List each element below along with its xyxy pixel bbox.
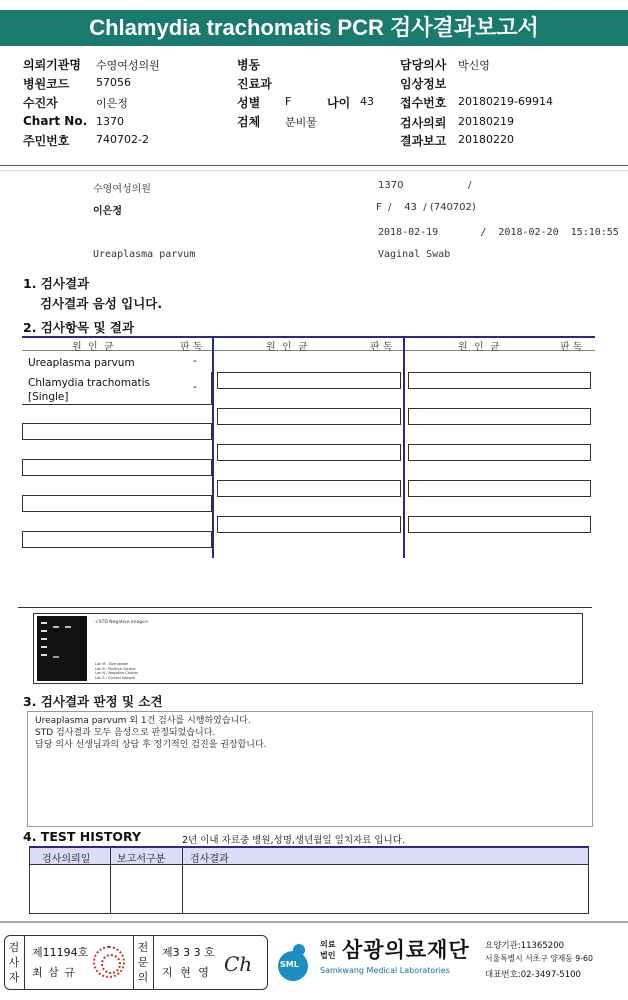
history-bottom-rule bbox=[29, 913, 589, 914]
empty-row-box bbox=[217, 480, 401, 497]
empty-row-box bbox=[408, 408, 591, 425]
value-accession-no: 20180219-69914 bbox=[458, 95, 553, 108]
empty-row-box bbox=[217, 516, 401, 533]
summary-clinic: 수영여성의원 bbox=[93, 184, 151, 195]
section2-title: 2. 검사항목 및 결과 bbox=[23, 320, 135, 335]
summary-chart: 1370 bbox=[378, 180, 404, 191]
history-header bbox=[29, 848, 589, 865]
empty-row-box bbox=[408, 516, 591, 533]
col-header-judgment-3: 판 독 bbox=[560, 342, 583, 353]
result-row-name: Chlamydia trachomatis [Single] bbox=[28, 377, 151, 403]
empty-row-box bbox=[22, 423, 212, 440]
reviewer-label: 전문의 bbox=[137, 941, 149, 984]
gel-legend-item: Lan B : Positive Control bbox=[95, 666, 136, 671]
summary-slash: / bbox=[468, 180, 472, 191]
label-ward: 병동 bbox=[237, 58, 261, 72]
result-row-value: - bbox=[193, 381, 197, 393]
inspector-name: 최 삼 규 bbox=[32, 966, 76, 979]
label-report-date: 결과보고 bbox=[400, 134, 447, 148]
signature-divider bbox=[24, 935, 25, 990]
label-specimen: 검체 bbox=[237, 115, 261, 129]
history-col-rule bbox=[182, 848, 183, 914]
opinion-line: STD 검사결과 모두 음성으로 판정되었습니다. bbox=[35, 728, 216, 738]
empty-row-box bbox=[408, 372, 591, 389]
col-header-pathogen-3: 원 인 균 bbox=[458, 342, 500, 353]
gel-legend-item: Lan M : Size ladder bbox=[95, 662, 129, 666]
label-department: 진료과 bbox=[237, 77, 272, 91]
opinion-line: 담당 의사 선생님과의 상담 후 정기적인 검진을 권장합니다. bbox=[35, 740, 267, 750]
empty-row-box bbox=[217, 444, 401, 461]
empty-row-box bbox=[217, 372, 401, 389]
report-title: Chlamydia trachomatis PCR 검사결과보고서 bbox=[0, 10, 628, 46]
gel-legend-item: Lan N : Negative Control bbox=[95, 671, 138, 675]
opinion-text bbox=[35, 715, 267, 751]
gel-title: <STD Negative image> bbox=[95, 620, 149, 625]
opinion-line: Ureaplasma parvum 외 1건 검사를 시행하였습니다. bbox=[35, 716, 251, 726]
section4-note: 2년 이내 자료중 병원,성명,생년월일 일치자료 입니다. bbox=[182, 835, 405, 846]
signature-divider bbox=[133, 935, 134, 990]
org-en: Samkwang Medical Laboratories bbox=[320, 966, 450, 975]
history-col-rule bbox=[110, 848, 111, 914]
gel-divider bbox=[18, 607, 592, 608]
sml-logo bbox=[272, 940, 314, 982]
label-doctor: 담당의사 bbox=[400, 58, 447, 72]
summary-patient: 이은정 bbox=[93, 206, 122, 217]
label-accession-no: 접수번호 bbox=[400, 96, 447, 110]
summary-dates: 2018-02-19 / 2018-02-20 15:10:55 bbox=[378, 227, 619, 238]
section1-title: 1. 검사결과 bbox=[23, 276, 90, 291]
label-age: 나이 bbox=[327, 96, 351, 110]
value-age: 43 bbox=[360, 95, 374, 108]
org-line-1: 요양기관:11365200 bbox=[485, 941, 564, 951]
label-clinical-info: 임상정보 bbox=[400, 77, 447, 91]
summary-test-name: Ureaplasma parvum bbox=[93, 249, 196, 260]
header-divider-light bbox=[0, 170, 628, 171]
label-id-number: 주민번호 bbox=[23, 134, 70, 148]
summary-specimen: Vaginal Swab bbox=[378, 249, 451, 260]
gel-image bbox=[37, 616, 87, 681]
section4-title: 4. TEST HISTORY bbox=[23, 829, 142, 844]
inspector-label: 검사자 bbox=[8, 941, 20, 984]
result-row-value: - bbox=[193, 355, 197, 367]
sml-logo-text: SML bbox=[280, 960, 299, 969]
value-specimen: 분비물 bbox=[285, 116, 317, 129]
value-sex: F bbox=[285, 95, 292, 108]
footer-rule bbox=[0, 921, 628, 923]
empty-row-box bbox=[408, 480, 591, 497]
label-sex: 성별 bbox=[237, 96, 261, 110]
value-hospital-code: 57056 bbox=[96, 76, 131, 89]
summary-sex-age: F / 43 / (740702) bbox=[376, 202, 476, 213]
reviewer-no: 제3 3 3 호 bbox=[162, 946, 215, 959]
label-patient: 수진자 bbox=[23, 96, 58, 110]
col-header-pathogen-2: 원 인 균 bbox=[266, 342, 308, 353]
table-col-divider-2 bbox=[403, 336, 405, 558]
col-header-pathogen-1: 원 인 균 bbox=[72, 342, 114, 353]
org-line-2: 서울특별시 서초구 양재동 9-60 bbox=[485, 954, 593, 963]
label-clinic: 의뢰기관명 bbox=[23, 58, 81, 72]
gel-legend-item: Lan S : Clinical Sample bbox=[95, 675, 135, 680]
value-clinic: 수영여성의원 bbox=[96, 59, 160, 72]
history-col-rule bbox=[588, 848, 589, 914]
empty-row-box bbox=[217, 408, 401, 425]
empty-row-box bbox=[22, 495, 212, 512]
history-col-rule bbox=[29, 848, 30, 914]
inspector-seal bbox=[93, 946, 125, 978]
org-small-2: 법인 bbox=[320, 951, 336, 960]
section3-title: 3. 검사결과 판정 및 소견 bbox=[23, 694, 163, 709]
value-patient: 이은정 bbox=[96, 97, 128, 110]
label-request-date: 검사의뢰 bbox=[400, 116, 447, 130]
table-col-divider-1 bbox=[212, 336, 214, 558]
empty-row-box bbox=[22, 531, 212, 548]
label-chart-no: Chart No. bbox=[23, 114, 88, 128]
history-col-header: 보고서구분 bbox=[117, 854, 166, 865]
org-line-3: 대표번호:02-3497-5100 bbox=[485, 970, 581, 980]
section1-result: 검사결과 음성 입니다. bbox=[40, 296, 163, 311]
reviewer-name: 지 현 영 bbox=[162, 966, 211, 979]
inspector-no: 제11194호 bbox=[32, 946, 89, 959]
signature-divider bbox=[153, 935, 154, 990]
value-id-number: 740702-2 bbox=[96, 133, 149, 146]
org-small-1: 의료 bbox=[320, 940, 336, 949]
result-row-name: Ureaplasma parvum bbox=[28, 357, 135, 369]
col-header-judgment-2: 판 독 bbox=[370, 342, 393, 353]
col-header-judgment-1: 판 독 bbox=[180, 342, 203, 353]
gel-legend bbox=[95, 662, 138, 680]
empty-row-box bbox=[408, 444, 591, 461]
value-report-date: 20180220 bbox=[458, 133, 514, 146]
value-doctor: 박신영 bbox=[458, 59, 490, 72]
value-chart-no: 1370 bbox=[96, 115, 124, 128]
org-name: 삼광의료재단 bbox=[342, 938, 470, 962]
label-hospital-code: 병원코드 bbox=[23, 77, 70, 91]
value-request-date: 20180219 bbox=[458, 115, 514, 128]
header-divider bbox=[0, 165, 628, 166]
history-col-header: 검사의뢰일 bbox=[42, 854, 91, 865]
reviewer-signature: Ch bbox=[224, 952, 253, 976]
history-col-header: 검사결과 bbox=[190, 854, 229, 865]
empty-row-box bbox=[22, 459, 212, 476]
